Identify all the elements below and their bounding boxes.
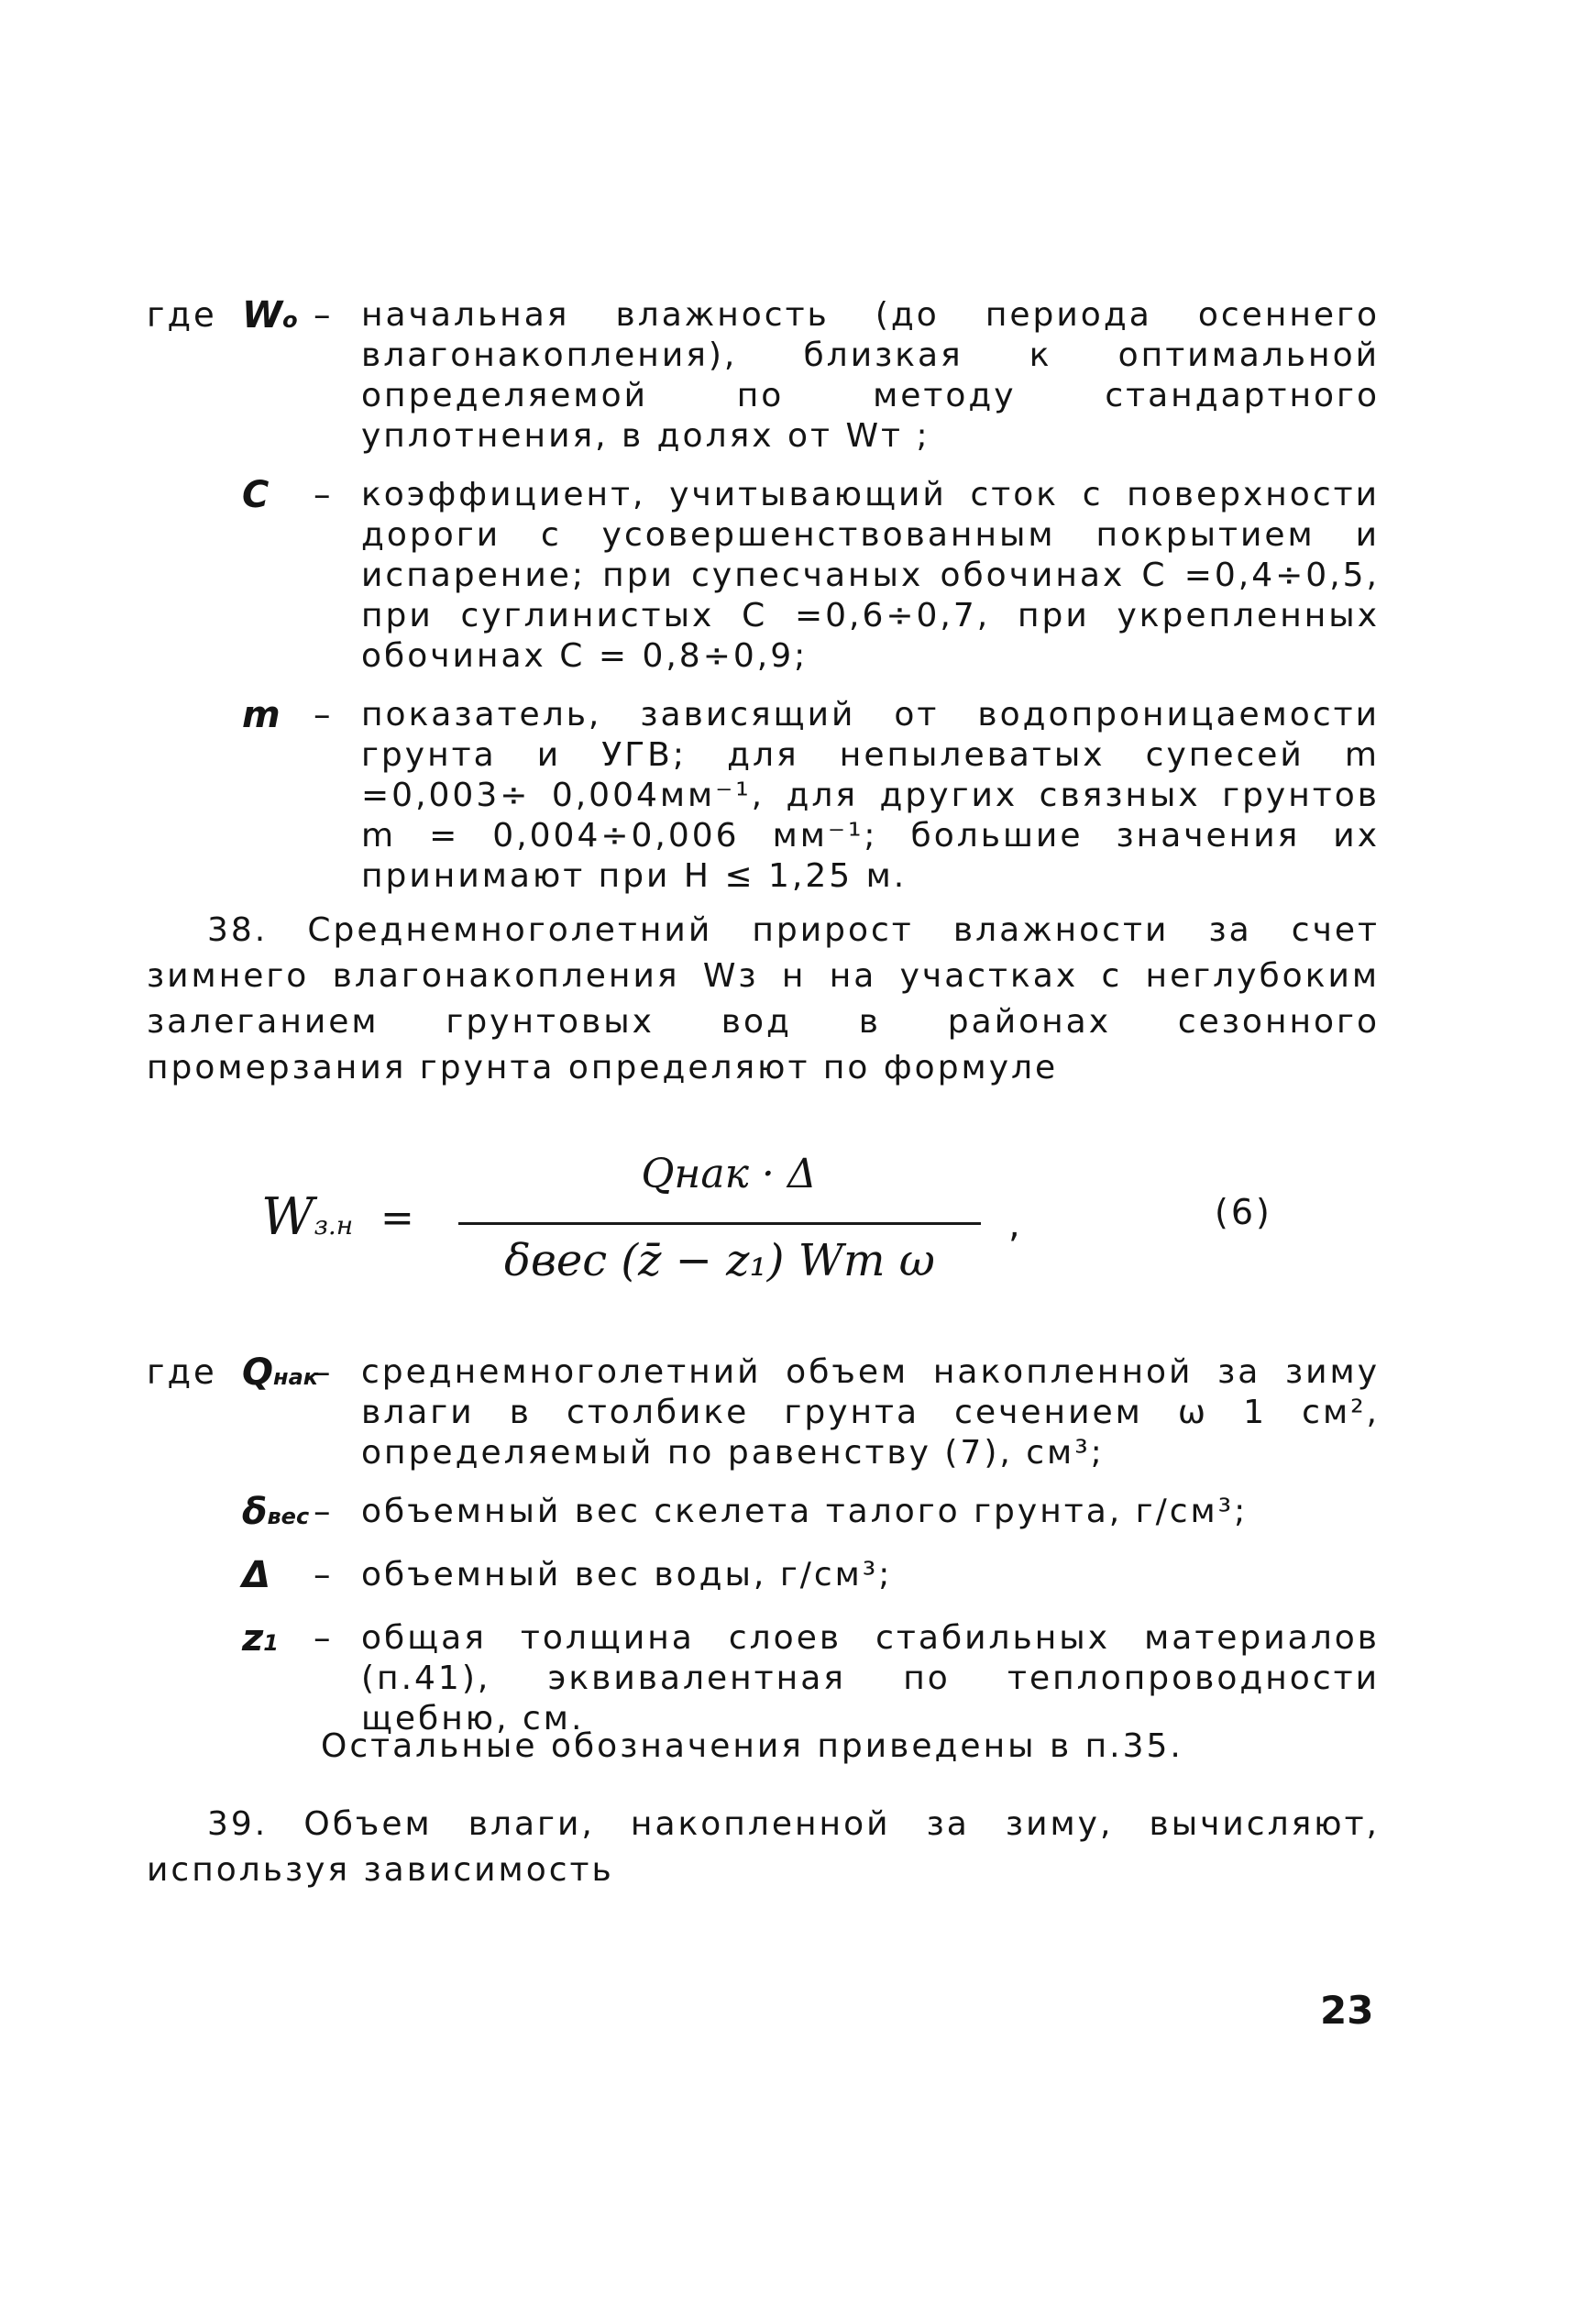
dash: – — [314, 475, 331, 514]
definition-delta-ves — [147, 1492, 1380, 1537]
symbol-delta: Δ — [242, 1554, 270, 1596]
definition-m — [147, 695, 1380, 897]
definitions-top — [147, 295, 1380, 915]
fraction-bar — [458, 1222, 981, 1225]
formula-number: (6) — [1215, 1192, 1272, 1232]
dash: – — [314, 1352, 331, 1392]
definition-delta — [147, 1555, 1380, 1600]
dash: – — [314, 1618, 331, 1658]
dash: – — [314, 295, 331, 335]
definition-w0 — [147, 295, 1380, 457]
paragraph-39: 39. Объем влаги, накопленной за зиму, вычисляют, используя зависимость — [147, 1805, 1380, 1889]
formula-denominator: δвес (z̄ − z₁) Wт ω — [504, 1235, 935, 1286]
definition-text: среднемноголетний объем накопленной за зиму влаги в столбике грунта сечением ω 1 см², определяемый по равенству (7), см³; — [361, 1353, 1380, 1472]
paragraph-38: 38. Среднемноголетний прирост влажности за счет зимнего влагонакопления Wз н на участках с неглубоким залеганием грунтовых вод в районах сезонного промерзания грунта определяют по формуле — [147, 911, 1380, 1086]
definition-c — [147, 475, 1380, 677]
dash: – — [314, 1555, 331, 1594]
definition-text: объемный вес скелета талого грунта, г/см³; — [361, 1493, 1249, 1530]
formula-comma: , — [1008, 1204, 1020, 1246]
page-number: 23 — [1320, 1988, 1374, 2033]
symbol-q: Qнак — [242, 1351, 319, 1394]
formula-lhs: Wз.н — [261, 1187, 354, 1247]
where-label: где — [147, 1352, 217, 1392]
definition-text: объемный вес воды, г/см³; — [361, 1556, 893, 1594]
definition-text: общая толщина слоев стабильных материалов (п.41), эквивалентная по теплопроводности щебню, см. — [361, 1619, 1380, 1737]
symbol-m: m — [242, 694, 281, 736]
definition-text: коэффициент, учитывающий сток с поверхности дороги с усовершенствованным покрытием и испарение; при супесчаных обочинах С =0,4÷0,5, при суглинистых С =0,6÷0,7, при укрепленных обочинах С = 0,8÷0,9; — [361, 476, 1380, 675]
formula-6 — [252, 1151, 1384, 1307]
symbol-delta-ves: δвес — [242, 1491, 310, 1533]
definition-text: начальная влажность (до периода осеннего влагонакопления), близкая к оптимальной определяемой по методу стандартного уплотнения, в долях от Wт ; — [361, 296, 1380, 455]
symbol-c: С — [242, 474, 270, 516]
definition-text: показатель, зависящий от водопроницаемости грунта и УГВ; для непылеватых супесей m =0,003÷ 0,004мм⁻¹, для других связных грунтов m = 0,004÷0,006 мм⁻¹; большие значения их принимают при H ≤ 1,25 м. — [361, 696, 1380, 895]
dash: – — [314, 1492, 331, 1531]
formula-numerator: Qнак · Δ — [641, 1151, 817, 1197]
dash: – — [314, 695, 331, 734]
definition-z1 — [147, 1618, 1380, 1739]
formula-equals: = — [380, 1195, 414, 1241]
note-35: Остальные обозначения приведены в п.35. — [321, 1727, 1183, 1765]
where-label: где — [147, 295, 217, 335]
definitions-bottom — [147, 1352, 1380, 1758]
symbol-z1: z1 — [242, 1617, 279, 1660]
definition-q — [147, 1352, 1380, 1473]
symbol-w0: Wо — [242, 294, 298, 336]
